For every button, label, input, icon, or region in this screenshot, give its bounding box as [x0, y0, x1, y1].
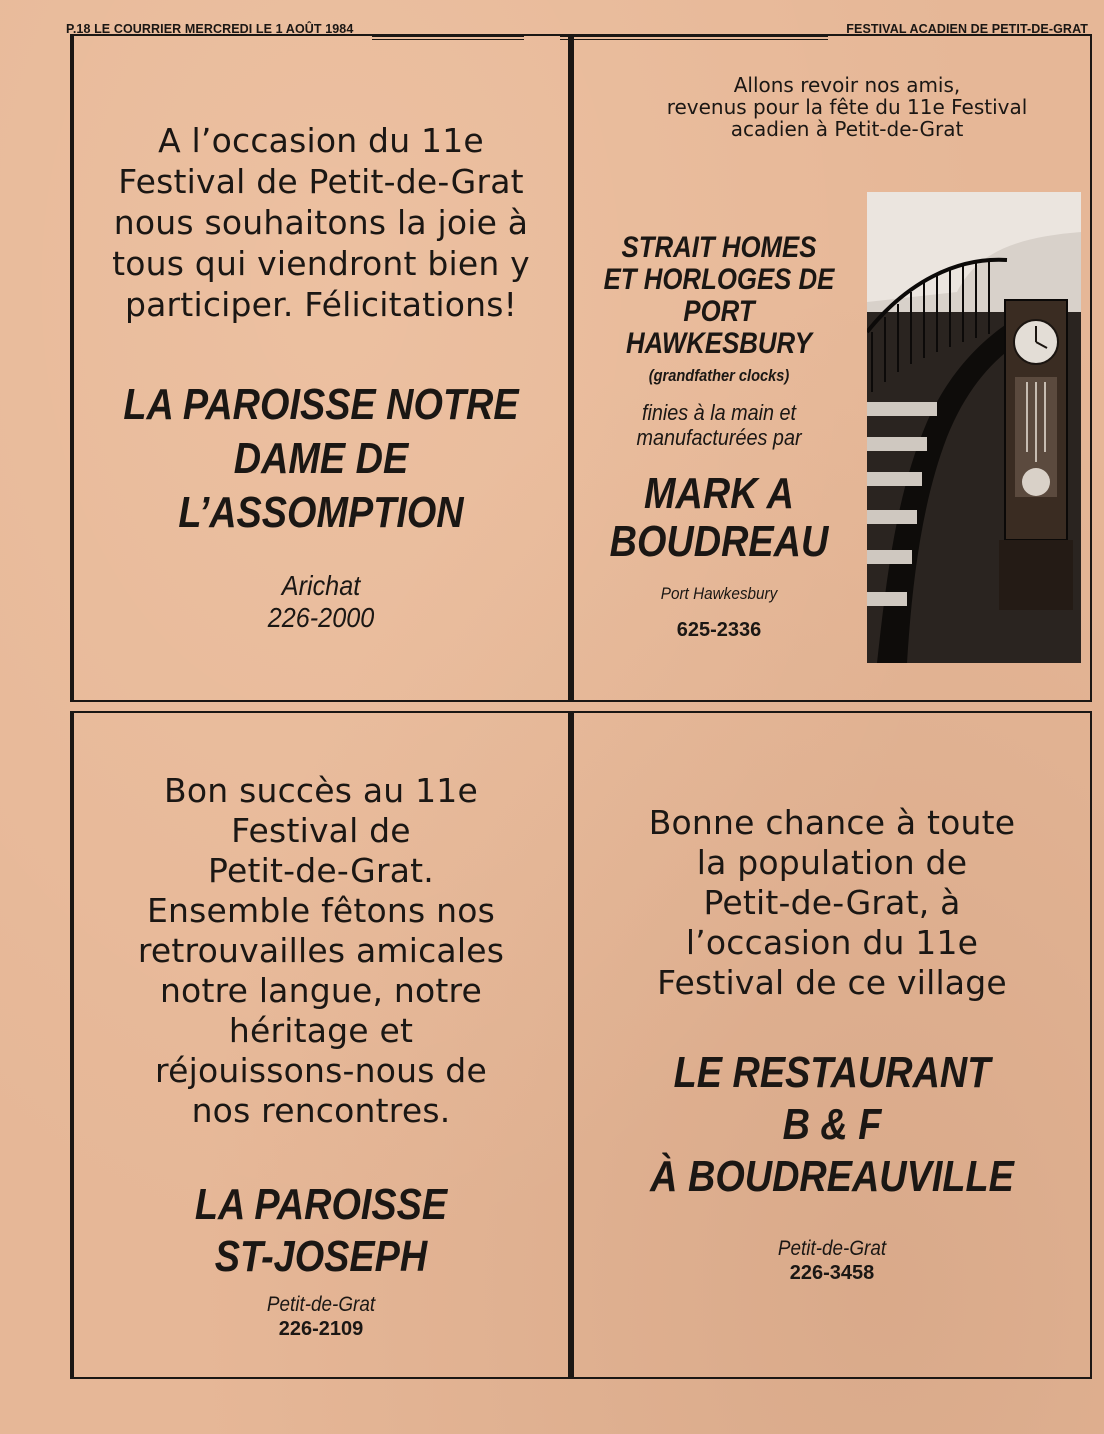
- ad2-note: (grandfather clocks): [648, 366, 790, 385]
- ad-paroisse-assomption: [70, 34, 570, 702]
- page-header-left: P.18 LE COURRIER MERCREDI LE 1 AOÛT 1984: [66, 22, 354, 36]
- ad-strait-homes: [570, 34, 1092, 702]
- ad2-place: Port Hawkesbury: [660, 584, 778, 603]
- ad1-place: Arichat: [281, 570, 361, 601]
- ad3-message: Bon succès au 11e Festival de Petit-de-Grat. Ensemble fêtons nos retrouvailles amicales notre langue, notre héritage et réjouissons-nous de nos rencontres.: [137, 771, 505, 1130]
- ad2-intro: Allons revoir nos amis, revenus pour la fête du 11e Festival acadien à Petit-de-Grat: [666, 73, 1028, 141]
- ad2-maker: MARK A BOUDREAU: [609, 469, 829, 566]
- grandfather-clock-staircase-photo: [867, 192, 1081, 663]
- ad-restaurant-bf: [570, 711, 1092, 1379]
- ad4-phone: 226-3458: [789, 1262, 875, 1284]
- ad2-phone: 625-2336: [676, 619, 762, 641]
- ad3-place: Petit-de-Grat: [266, 1293, 376, 1316]
- ad3-sponsor: LA PAROISSE ST-JOSEPH: [194, 1180, 448, 1281]
- page-header-right: FESTIVAL ACADIEN DE PETIT-DE-GRAT: [846, 22, 1088, 36]
- ad4-place: Petit-de-Grat: [777, 1237, 887, 1260]
- ad1-sponsor: LA PAROISSE NOTRE DAME DE L’ASSOMPTION: [123, 380, 519, 537]
- ad3-phone: 226-2109: [278, 1318, 364, 1340]
- photo-illustration: [867, 192, 1081, 663]
- ad1-phone: 226-2000: [267, 602, 375, 633]
- ad2-made: finies à la main et manufacturées par: [636, 400, 802, 450]
- ad2-business: STRAIT HOMES ET HORLOGES DE PORT HAWKESBURY: [603, 231, 835, 360]
- ad4-sponsor: LE RESTAURANT B & F À BOUDREAUVILLE: [650, 1048, 1014, 1201]
- ad-paroisse-st-joseph: [70, 711, 570, 1379]
- ad2-text-column: [574, 232, 864, 642]
- ad1-message: A l’occasion du 11e Festival de Petit-de-Grat nous souhaitons la joie à tous qui viendront bien y participer. Félicitations!: [112, 121, 530, 324]
- ad4-message: Bonne chance à toute la population de Petit-de-Grat, à l’occasion du 11e Festival de ce village: [648, 803, 1016, 1002]
